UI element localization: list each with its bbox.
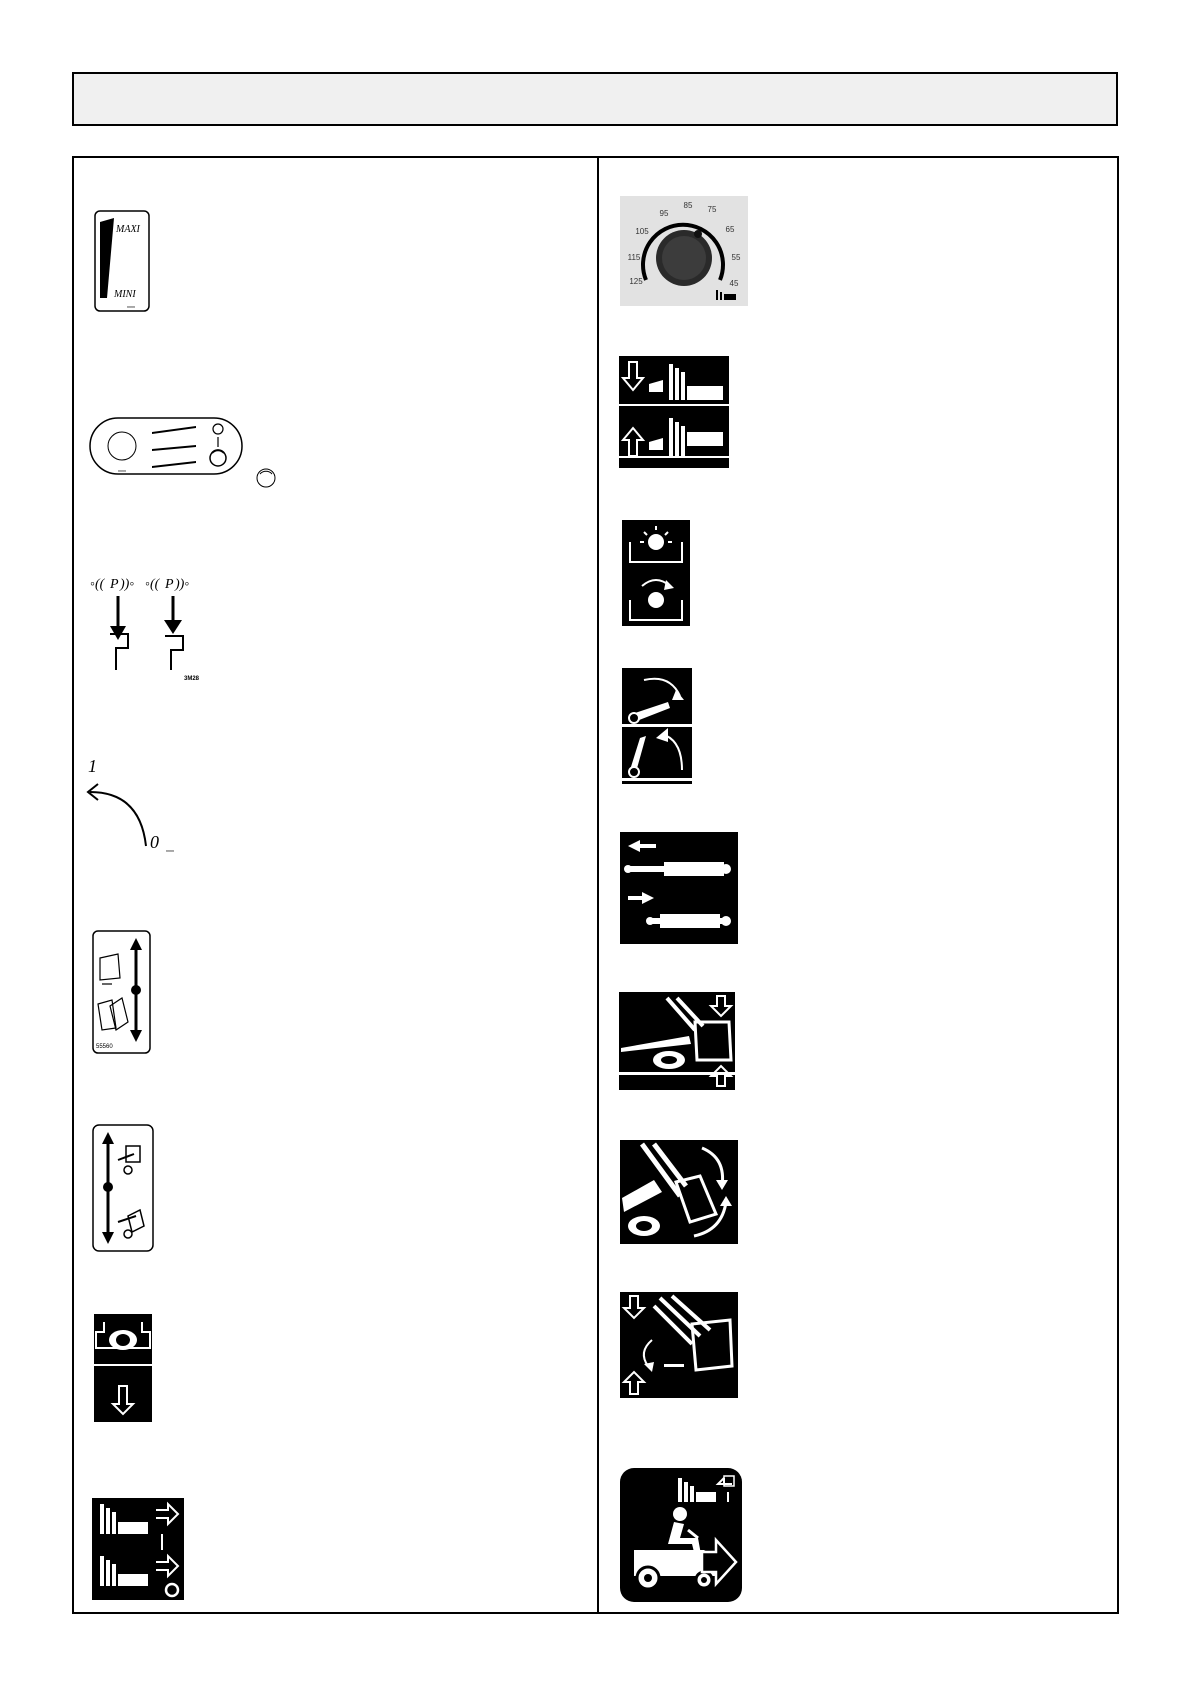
svg-text:P: P: [165, 577, 174, 592]
parking-brake-code: 3M28: [184, 676, 200, 682]
dial-label-85: 85: [683, 201, 693, 210]
dial-label-75: 75: [707, 205, 717, 214]
dial-label-55: 55: [731, 253, 741, 262]
deck-lower-raise-icon: [619, 356, 729, 468]
lever-pivot-icon: [622, 668, 692, 784]
tilt-control-icon: [92, 930, 152, 1054]
header-bar: [72, 72, 1118, 126]
operator-drive-icon: [620, 1468, 742, 1602]
ignition-code: xxxx: [118, 468, 126, 473]
column-divider: [597, 156, 599, 1614]
collector-lift-icon: [619, 992, 735, 1090]
deck-engage-icon: [92, 1498, 184, 1600]
svg-text:◦((: ◦((: [145, 577, 160, 592]
cylinder-direction-icon: [620, 832, 738, 944]
parking-brake-symbol-icon: [90, 574, 210, 684]
lever-code: xxxx: [166, 848, 174, 853]
tilt-code: 55560: [96, 1044, 113, 1050]
dial-label-95: 95: [659, 209, 669, 218]
svg-text:))◦: ))◦: [120, 577, 135, 592]
cutting-height-dial-icon: [620, 196, 748, 306]
throttle-symbol-icon: [94, 210, 150, 312]
throttle-code: xxxx: [127, 304, 135, 309]
dial-label-105: 105: [635, 227, 649, 236]
max-label: MAXI: [116, 224, 140, 235]
engage-lever-icon: [94, 1314, 152, 1422]
lever-position-icon: [84, 756, 184, 856]
lever-label-on: 1: [88, 756, 97, 776]
min-label: MINI: [114, 289, 136, 300]
dial-label-115: 115: [627, 253, 641, 262]
lever-label-off: 0: [150, 832, 159, 852]
svg-text:))◦: ))◦: [175, 577, 190, 592]
collector-tilt-icon: [620, 1140, 738, 1244]
light-switch-icon: [622, 520, 690, 626]
collector-empty-icon: [620, 1292, 738, 1398]
svg-text:◦((: ◦((: [90, 577, 105, 592]
dial-label-45: 45: [729, 279, 739, 288]
svg-text:P: P: [110, 577, 119, 592]
symbol-table: [72, 156, 1119, 1614]
dial-label-65: 65: [725, 225, 735, 234]
lift-control-icon: [92, 1124, 154, 1252]
dial-label-125: 125: [629, 277, 643, 286]
ignition-symbol-icon: [88, 414, 288, 492]
